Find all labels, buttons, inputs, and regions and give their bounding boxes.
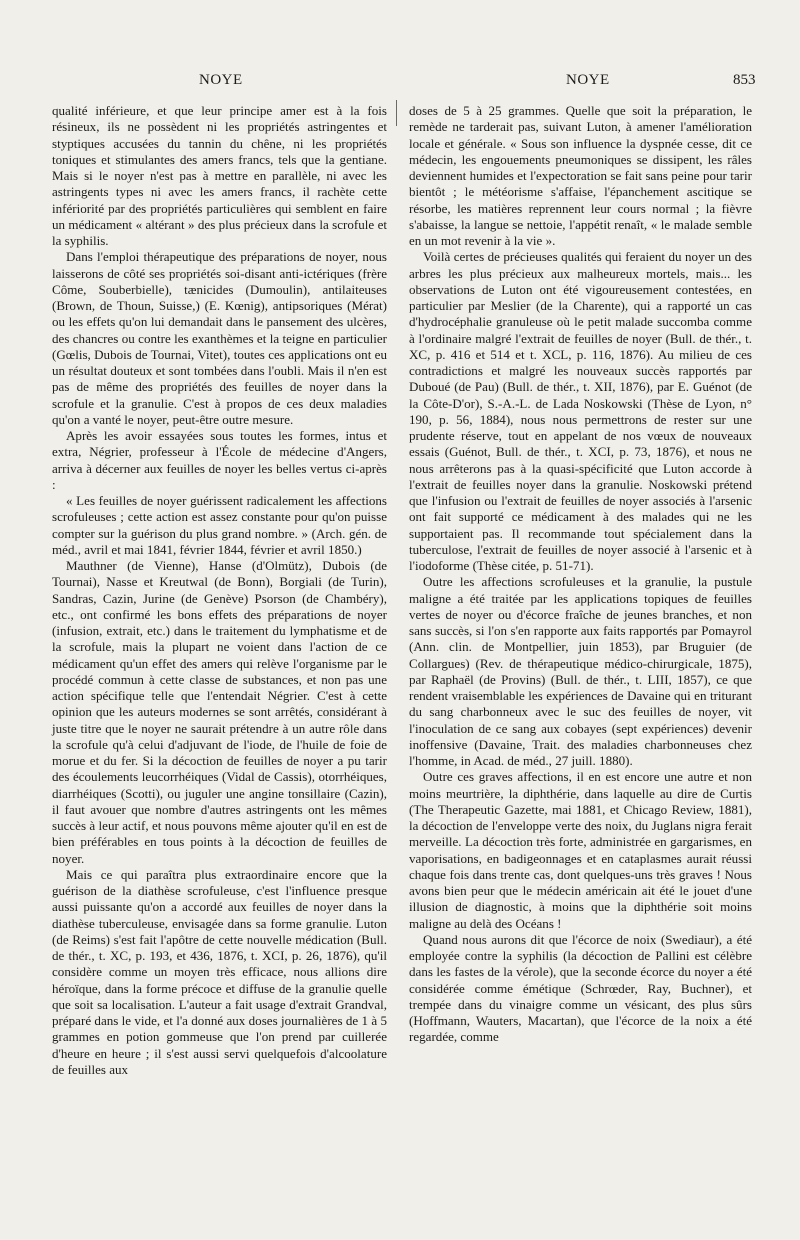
- paragraph: « Les feuilles de noyer guérissent radicalement les affections scrofuleuses ; cette action est assez constante pour qu'on puisse compter sur la guérison du plus grand nombre. » (Arch. gén. de méd., avril et mai 1841, février 1844, février et avril 1850.): [52, 493, 387, 557]
- paragraph: Quand nous aurons dit que l'écorce de noix (Swediaur), a été employée contre la syphilis (la décoction de Pallini est célèbre dans les fastes de la vérole), que la seconde écorce du noyer a été considérée comme émétique (Schrœder, Ray, Buchner), et trempée dans du vinaigre comme un vésicant, des plus sûrs (Hoffmann, Wauters, Macartan), que l'écorce de la noix a été regardée, comme: [409, 931, 752, 1045]
- left-running-title: NOYE: [199, 72, 243, 88]
- page-number: 853: [733, 72, 756, 88]
- paragraph: Outre ces graves affections, il en est encore une autre et non moins meurtrière, la diphthérie, dans laquelle au dire de Curtis (The Therapeutic Gazette, mai 1881, et Chicago Review, 1881), la décoction de l'enveloppe verte des noix, du Juglans nigra ferait merveille. La décoction très forte, administrée en gargarismes, en vaporisations, en badigeonnages et en cataplasmes aurait réussi chaque fois dans trente cas, dont quelques-uns très graves ! Nous avons bien peur que le médecin américain ait été le jouet d'une illusion de diagnostic, à moins que la diphthérie soit moins maligne au delà des Océans !: [409, 769, 752, 931]
- right-running-title: NOYE: [566, 72, 610, 88]
- running-header: [0, 72, 800, 96]
- right-column: [409, 103, 752, 1046]
- paragraph: Dans l'emploi thérapeutique des préparations de noyer, nous laisserons de côté ses propriétés soi-disant anti-ictériques (frère Côme, Souberbielle), tænicides (Dumoulin), antilaiteuses (Brown, de Thoun, Suisse,) (E. Kœnig), antipsoriques (Mérat) ou les effets qu'on lui demandait dans le pansement des ulcères, des chancres ou contre les exanthèmes et la teigne en particulier (Gœlis, Dubois de Tournai, Vitet), toutes ces applications ont eu un résultat douteux et sont tombées dans l'oubli. Mais il n'en est pas de même des propriétés des feuilles de noyer dans la scrofule et la granulie. C'est à propos de ces deux maladies qu'on a vanté le noyer, peut-être outre mesure.: [52, 249, 387, 427]
- paragraph: Voilà certes de précieuses qualités qui feraient du noyer un des arbres les plus précieux aux malheureux mortels, mais... les observations de Luton ont été vigoureusement contestées, en particulier par Meslier (de la Charente), qui a rapporté un cas d'hydrocéphalie granuleuse où le petit malade succomba comme à l'ordinaire malgré l'extrait de feuilles de noyer (Bull. de thér., t. XC, p. 416 et 514 et t. XCL, p. 116, 1876). Au milieu de ces contradictions et malgré les nouveaux succès rapportés par Duboué (de Pau) (Bull. de thér., t. XII, 1876), par E. Guénot (de la Côte-D'or), S.-A.-L. de Lada Noskowski (Thèse de Lyon, n° 190, p. 56, 1884), nous nous permettrons de rester sur une prudente réserve, tout en appelant de nos vœux de nouveaux essais (Guénot, Bull. de thér., t. XCI, p. 73, 1876), et nous ne nous arrêterons pas à la quasi-spécificité que Luton accorde à l'extrait de feuilles noyer dans la granulie. Noskowski prétend que l'infusion ou l'extrait de feuilles de noyer associés à l'arsenic ont fait supporté ce médicament à des malades qui ne les supportaient pas. Il recommande tout spécialement dans la tuberculose, l'extrait de feuilles de noyer associé à l'arsenic et à l'iodoforme (Thèse citée, p. 51-71).: [409, 249, 752, 573]
- paragraph: doses de 5 à 25 grammes. Quelle que soit la préparation, le remède ne tarderait pas, suivant Luton, à amener l'amélioration locale et générale. « Sous son influence la dyspnée cesse, dit ce médecin, les engouements pneumoniques se dissipent, les râles deviennent humides et l'expectoration se fait sans peine pour tarir bientôt ; le météorisme s'affaise, l'épanchement ascitique se résorbe, les matières reprennent leur cours normal ; la fièvre s'abaisse, la langue se nettoie, l'appétit renaît, « le malade semble en un mot revenir à la vie ».: [409, 103, 752, 248]
- paragraph: Après les avoir essayées sous toutes les formes, intus et extra, Négrier, professeur à l'École de médecine d'Angers, arriva à décerner aux feuilles de noyer les belles vertus ci-après :: [52, 428, 387, 492]
- paragraph: Mais ce qui paraîtra plus extraordinaire encore que la guérison de la diathèse scrofuleuse, c'est l'influence presque aussi puissante qu'on a accordé aux feuilles de noyer dans la diathèse tuberculeuse, envisagée dans sa forme granulie. Luton (de Reims) s'est fait l'apôtre de cette nouvelle médication (Bull. de thér., t. XC, p. 193, et 436, 1876, t. XCI, p. 26, 1876), qu'il considère comme un moyen très efficace, nous allions dire héroïque, dans la forme précoce et diffuse de la granulie quelle que soit sa localisation. L'auteur a fait usage d'extrait Grandval, préparé dans le vide, et l'a donné aux doses journalières de 1 à 5 grammes en potion gommeuse que l'on prend par cuillerée d'heure en heure ; il s'est aussi servi quelquefois d'alcoolature de feuilles aux: [52, 866, 387, 1077]
- paragraph: Mauthner (de Vienne), Hanse (d'Olmütz), Dubois (de Tournai), Nasse et Kreutwal (de Bonn), Borgiali (de Turin), Sandras, Cazin, Jurine (de Genève) Psorson (de Chambéry), etc., ont confirmé les bons effets des préparations de noyer (infusion, extrait, etc.) dans le traitement du lymphatisme et de la scrofule, mais la plupart ne voient dans l'action de ce médicament qu'un effet des amers qui relève l'organisme par le procédé commun à cette classe de substances, et non pas une action spécifique telle que l'entendait Négrier. C'est à cette opinion que les auteurs modernes se sont arrêtés, considérant à juste titre que le noyer ne saurait prétendre à un autre rôle dans la scrofule qu'à celui d'adjuvant de l'iode, de l'huile de foie de morue et du fer. Si la décoction de feuilles de noyer a pu tarir des écoulements leucorrhéiques (Vidal de Cassis), otorrhéiques, diarrhéiques (Scotti), ou juguler une angine tonsillaire (Cazin), il faut avouer que nombre d'autres astringents ont les mêmes succès à leur actif, et nous pouvons même ajouter qu'il en est de bien préférables en tous points à la décoction de feuilles de noyer.: [52, 558, 387, 866]
- column-divider: [396, 100, 397, 126]
- left-column: [52, 103, 387, 1078]
- paragraph: Outre les affections scrofuleuses et la granulie, la pustule maligne a été traitée par les applications topiques de feuilles vertes de noyer ou d'écorce fraîche de jeunes branches, et non sans succès, si l'on s'en rapporte aux faits rapportés par Pomayrol (Ann. clin. de Montpellier, juin 1853), par Bruguier (de Collargues) (Rev. de thérapeutique médico-chirurgicale, 1875), par Raphaël (de Provins) (Bull. de thér., t. LIII, 1857), ce que rendent vraisemblable les expériences de Davaine qui en triturant du sang charbonneux avec le suc des feuilles de noyer, vit l'inoculation de ce sang aux cobayes (sept expériences) devenir inoffensive (Davaine, Trait. des maladies charbonneuses chez l'homme, in Acad. de méd., 27 juill. 1880).: [409, 574, 752, 768]
- paragraph: qualité inférieure, et que leur principe amer est à la fois résineux, ils ne possèdent ni les propriétés astringentes et styptiques accusées du tannin du chêne, ni les propriétés toniques et stimulantes des amers francs, tels que la gentiane. Mais si le noyer n'est pas à mettre en parallèle, ni avec les astringents types ni avec les amers francs, il rachète cette infériorité par des propriétés particulières qui semblent en faire un médicament « altérant » des plus précieux dans la scrofule et la syphilis.: [52, 103, 387, 248]
